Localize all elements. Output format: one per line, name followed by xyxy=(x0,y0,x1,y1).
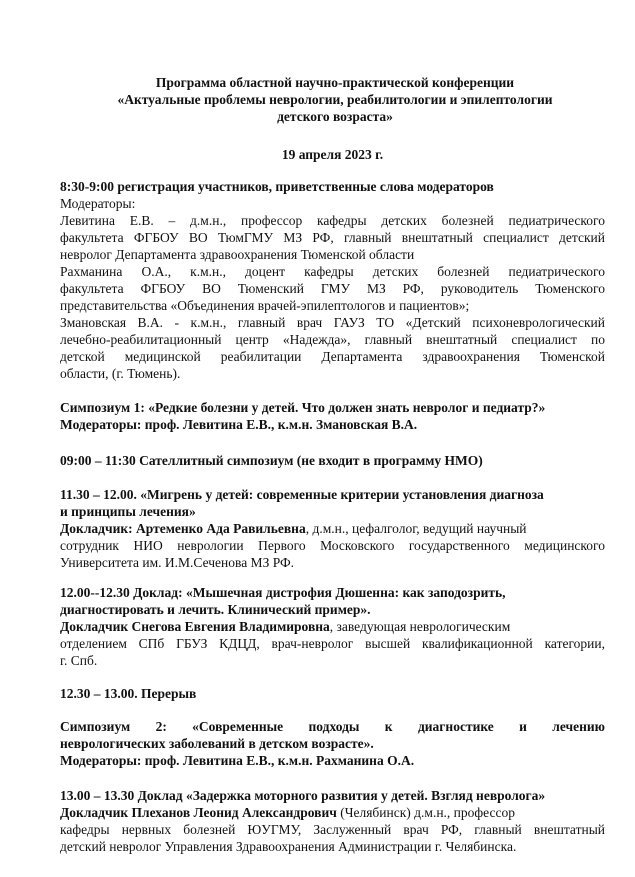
symposium-2-title: Симпозиум 2: «Современные подходы к диагностике и лечению xyxy=(60,719,605,734)
title-line: Программа областной научно-практической конференции xyxy=(155,75,515,90)
talk-1-speaker-info: сотрудник НИО неврологии Первого Московского государственного медицинского xyxy=(60,538,605,553)
talk-2-speaker-info: отделением СПб ГБУЗ КДЦД, врач-невролог высшей квалификационной категории, xyxy=(60,636,605,651)
moderator-3-line: лечебно-реабилитационный центр «Надежда», главный внештатный специалист по xyxy=(60,332,605,347)
conference-date: 19 апреля 2023 г. xyxy=(281,147,384,162)
satellite-text: 09:00 – 11:30 Сателлитный симпозиум (не входит в программу НМО) xyxy=(60,453,483,468)
registration-heading: 8:30-9:00 регистрация участников, приветственные слова модераторов xyxy=(60,179,494,194)
moderator-2-line: Рахманина О.А., к.м.н., доцент кафедры детских болезней педиатрического xyxy=(60,264,605,279)
symposium-1-moderators: Модераторы: проф. Левитина Е.В., к.м.н. Змановская В.А. xyxy=(60,417,418,432)
talk-1-title: 11.30 – 12.00. «Мигрень у детей: современные критерии установления диагноза xyxy=(60,487,544,502)
symposium-1-title: Симпозиум 1: «Редкие болезни у детей. Что должен знать невролог и педиатр?» xyxy=(60,400,546,415)
title-line: «Актуальные проблемы неврологии, реабилитологии и эпилептологии xyxy=(117,92,553,107)
talk-1-title: и принципы лечения» xyxy=(60,504,196,519)
title-line: детского возраста» xyxy=(277,109,393,124)
talk-3-title: 13.00 – 13.30 Доклад «Задержка моторного развития у детей. Взгляд невролога» xyxy=(60,788,546,803)
talk-2-speaker: Докладчик Снегова Евгения Владимировна xyxy=(60,619,330,634)
symposium-2-title: неврологических заболеваний в детском возрасте». xyxy=(60,736,374,751)
moderator-3-line: Змановская В.А. - к.м.н., главный врач ГАУЗ ТО «Детский психоневрологический xyxy=(60,315,605,330)
talk-1-speaker-info: , д.м.н., цефалголог, ведущий научный xyxy=(305,521,527,536)
talk-1-section xyxy=(60,486,605,571)
talk-2-speaker-info: г. Спб. xyxy=(60,653,98,668)
talk-2-section xyxy=(60,584,605,669)
moderator-2-line: факультета ФГБОУ ВО Тюменский ГМУ МЗ РФ, руководитель Тюменского xyxy=(60,281,605,296)
symposium-1-section xyxy=(60,399,605,433)
symposium-2-section xyxy=(60,718,605,769)
talk-3-speaker: Докладчик Плеханов Леонид Александрович xyxy=(60,805,337,820)
page-title xyxy=(90,74,580,125)
moderator-3-line: области, (г. Тюмень). xyxy=(60,366,181,381)
talk-2-title: диагностировать и лечить. Клинический пример». xyxy=(60,602,371,617)
talk-3-speaker-info: кафедры нервных болезней ЮУГМУ, Заслуженный врач РФ, главный внештатный xyxy=(60,822,605,837)
moderator-2-line: представительства «Объединения врачей-эпилептологов и пациентов»; xyxy=(60,298,470,313)
talk-2-speaker-info: , заведующая неврологическим xyxy=(329,619,511,634)
registration-section xyxy=(60,178,605,382)
break-text: 12.30 – 13.00. Перерыв xyxy=(60,686,197,701)
moderator-1-line: невролог Департамента здравоохранения Тюменской области xyxy=(60,247,415,262)
talk-3-section xyxy=(60,787,605,855)
moderator-3-line: детской медицинской реабилитации Департамента здравоохранения Тюменской xyxy=(60,349,605,364)
moderator-1-line: факультета ФГБОУ ВО ТюмГМУ МЗ РФ, главный внештатный специалист детский xyxy=(60,230,605,245)
talk-2-title: 12.00--12.30 Доклад: «Мышечная дистрофия Дюшенна: как заподозрить, xyxy=(60,585,506,600)
moderators-label: Модераторы: xyxy=(60,196,136,211)
symposium-2-moderators: Модераторы: проф. Левитина Е.В., к.м.н. Рахманина О.А. xyxy=(60,753,415,768)
moderator-1-line: Левитина Е.В. – д.м.н., профессор кафедры детских болезней педиатрического xyxy=(60,213,605,228)
satellite-symposium xyxy=(60,452,605,469)
talk-1-speaker: Докладчик: Артеменко Ада Равильевна xyxy=(60,521,306,536)
break-section xyxy=(60,685,605,702)
talk-1-speaker-info: Университета им. И.М.Сеченова МЗ РФ. xyxy=(60,555,295,570)
talk-3-speaker-info: (Челябинск) д.м.н., профессор xyxy=(336,805,515,820)
talk-3-speaker-info: детский невролог Управления Здравоохранения Администрации г. Челябинска. xyxy=(60,839,517,854)
